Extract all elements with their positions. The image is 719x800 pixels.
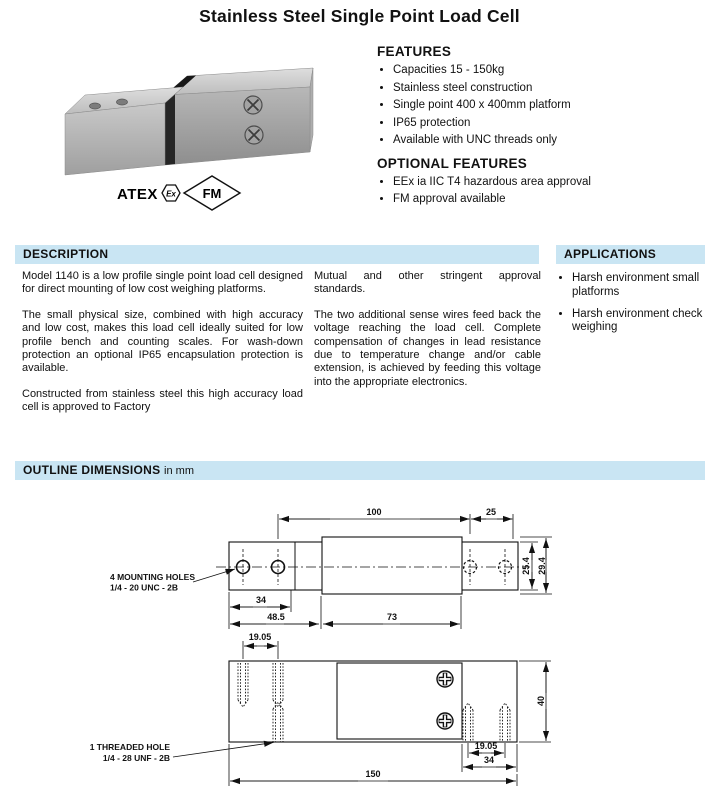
screw-icon: [437, 671, 453, 687]
features-list: [377, 62, 713, 150]
application-item: • Harsh environment check weighing: [572, 308, 710, 336]
description-column-2: [314, 270, 541, 401]
dim-label: 34: [255, 595, 267, 605]
screw-photo-icon: [244, 96, 262, 114]
top-view: [110, 507, 552, 629]
product-figure: [63, 57, 320, 217]
atex-ex-text: Ex: [166, 189, 176, 199]
feature-item: • Available with UNC threads only: [393, 132, 713, 150]
atex-logo: [117, 185, 180, 203]
dim-label: 73: [386, 612, 398, 622]
dim-label: 25.4: [521, 557, 531, 575]
dim-label: 29.4: [537, 557, 547, 575]
atex-text: ATEX: [117, 186, 158, 203]
description-paragraph: The small physical size, combined with high accuracy and low cost, makes this load cell ideally suited for low profile bench and counting scales. For wash-down protection an optional IP65 encapsulation protection is available.: [22, 308, 303, 375]
load-cell-photo: [63, 57, 320, 217]
features-heading: FEATURES: [377, 44, 452, 59]
threaded-hole-thread-label: 1/4 - 28 UNF - 2B: [102, 753, 170, 763]
feature-item: • Capacities 15 - 150kg: [393, 62, 713, 80]
description-column-1: [22, 270, 303, 427]
screw-icon: [437, 713, 453, 729]
description-heading: DESCRIPTION: [15, 245, 539, 264]
dim-label: 34: [483, 755, 495, 765]
screw-photo-icon: [245, 126, 263, 144]
mounting-holes-thread-label: 1/4 - 20 UNC - 2B: [110, 582, 179, 593]
optional-features-list: [377, 174, 713, 209]
application-item: • Harsh environment small platforms: [572, 272, 710, 300]
fm-text: FM: [202, 186, 222, 201]
dim-label: 40: [536, 695, 546, 707]
load-cell-body: [165, 68, 313, 165]
feature-item: • IP65 protection: [393, 115, 713, 133]
threaded-hole-label: 1 THREADED HOLE: [89, 742, 170, 752]
description-paragraph: Constructed from stainless steel this high accuracy load cell is approved to Factory: [22, 387, 303, 414]
applications-section: [558, 272, 710, 343]
dim-label: 19.05: [248, 632, 272, 642]
optional-feature-item: • FM approval available: [393, 191, 713, 209]
description-paragraph: The two additional sense wires feed back the voltage reaching the load cell. Complete compensation of changes in lead resistance due to temperature change and/or cable extension, is achieved by feeding this voltage into the appropriate electronics.: [314, 308, 541, 388]
outline-dimensions-heading: [15, 461, 705, 480]
description-paragraph: Model 1140 is a low profile single point load cell designed for direct mounting of low cost weighing platforms.: [22, 270, 303, 296]
dim-label: 25: [485, 507, 497, 517]
dim-label: 150: [365, 769, 381, 779]
feature-item: • Single point 400 x 400mm platform: [393, 97, 713, 115]
mounting-holes-label: 4 MOUNTING HOLES: [110, 572, 196, 582]
outline-drawing: [0, 490, 719, 795]
feature-item: • Stainless steel construction: [393, 80, 713, 98]
dim-label: 100: [366, 507, 382, 517]
side-view: [90, 632, 551, 786]
optional-feature-item: • EEx ia IIC T4 hazardous area approval: [393, 174, 713, 192]
page-title: Stainless Steel Single Point Load Cell: [199, 6, 520, 26]
dim-label: 48.5: [267, 612, 285, 622]
outline-unit-text: in mm: [164, 465, 194, 477]
features-section: [377, 44, 713, 215]
fm-logo: [184, 176, 240, 210]
dim-label: 19.05: [474, 741, 498, 751]
outline-heading-text: OUTLINE DIMENSIONS: [23, 463, 161, 477]
applications-heading: APPLICATIONS: [556, 245, 705, 264]
description-paragraph: Mutual and other stringent approval standards.: [314, 270, 541, 296]
optional-features-heading: OPTIONAL FEATURES: [377, 155, 528, 171]
applications-list: [558, 272, 710, 335]
